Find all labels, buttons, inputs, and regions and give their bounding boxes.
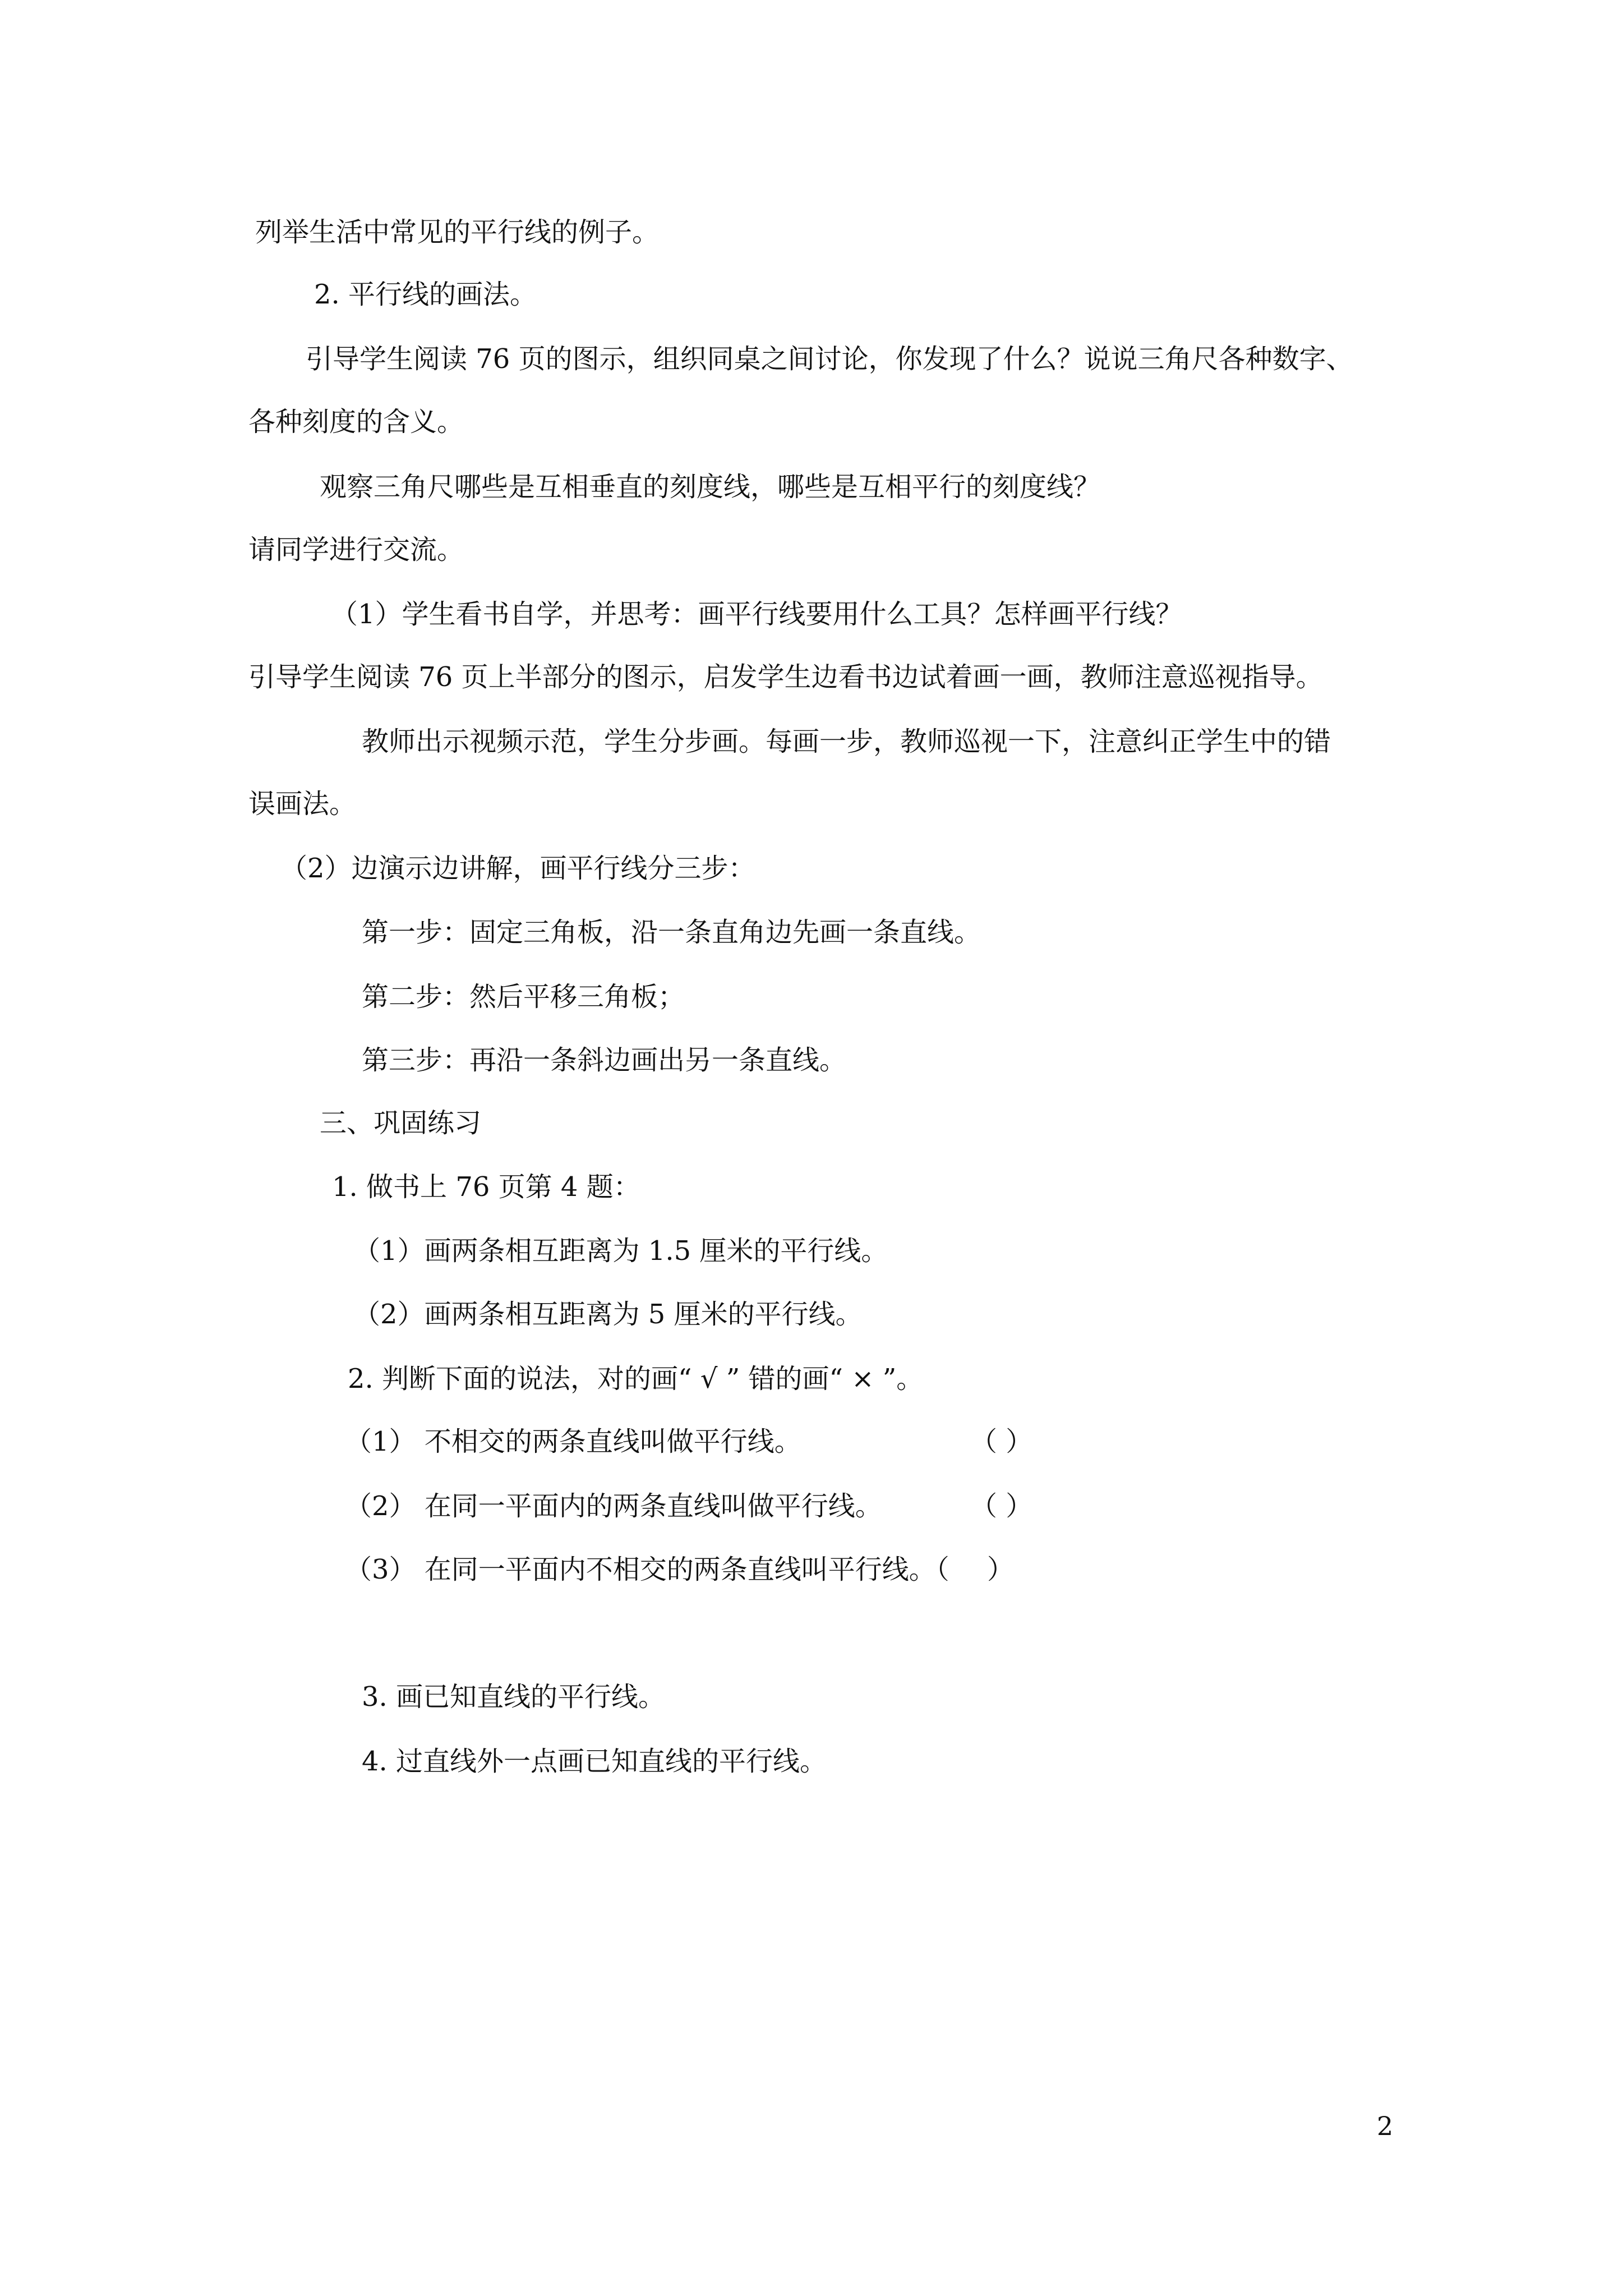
exercise-item: 3. 画已知直线的平行线。 <box>362 1681 666 1713</box>
section-heading: 2. 平行线的画法。 <box>314 279 537 310</box>
exercise-item: 4. 过直线外一点画已知直线的平行线。 <box>362 1746 827 1777</box>
step-line: 第一步：固定三角板，沿一条直角边先画一条直线。 <box>362 917 981 948</box>
text-line: 列举生活中常见的平行线的例子。 <box>255 217 660 248</box>
page-number: 2 <box>1377 2111 1394 2141</box>
text-line: 误画法。 <box>248 788 357 820</box>
text-line: 引导学生阅读 76 页的图示，组织同桌之间讨论，你发现了什么？说说三角尺各种数字、 <box>306 343 1353 375</box>
text-line: 观察三角尺哪些是互相垂直的刻度线，哪些是互相平行的刻度线？ <box>320 471 1101 503</box>
text-line: （1）学生看书自学，并思考：画平行线要用什么工具？怎样画平行线？ <box>331 599 1183 630</box>
judgement-item: （3） 在同一平面内不相交的两条直线叫平行线。（ <box>345 1554 949 1585</box>
judgement-item: （2） 在同一平面内的两条直线叫做平行线。 <box>345 1490 882 1522</box>
step-line: 第二步：然后平移三角板； <box>362 981 685 1013</box>
exercise-item: 1. 做书上 76 页第 4 题： <box>332 1171 640 1203</box>
text-line: 各种刻度的含义。 <box>248 406 464 438</box>
answer-parens: （ ） <box>970 1490 1033 1522</box>
answer-parens: ） <box>987 1554 1015 1585</box>
judgement-item: （1） 不相交的两条直线叫做平行线。 <box>345 1426 801 1457</box>
text-line: 请同学进行交流。 <box>248 534 464 565</box>
exercise-subitem: （2）画两条相互距离为 5 厘米的平行线。 <box>353 1299 863 1330</box>
answer-parens: （ ） <box>970 1426 1033 1457</box>
exercise-item: 2. 判断下面的说法，对的画“ √ ” 错的画“ × ”。 <box>348 1363 924 1395</box>
text-line: 引导学生阅读 76 页上半部分的图示，启发学生边看书边试着画一画，教师注意巡视指导。 <box>248 661 1323 693</box>
step-line: 第三步：再沿一条斜边画出另一条直线。 <box>362 1045 847 1076</box>
section-heading: 三、巩固练习 <box>320 1107 482 1139</box>
text-line: 教师出示视频示范，学生分步画。每画一步，教师巡视一下，注意纠正学生中的错 <box>362 726 1331 757</box>
exercise-subitem: （1）画两条相互距离为 1.5 厘米的平行线。 <box>353 1235 888 1267</box>
text-line: （2）边演示边讲解，画平行线分三步： <box>280 853 755 884</box>
